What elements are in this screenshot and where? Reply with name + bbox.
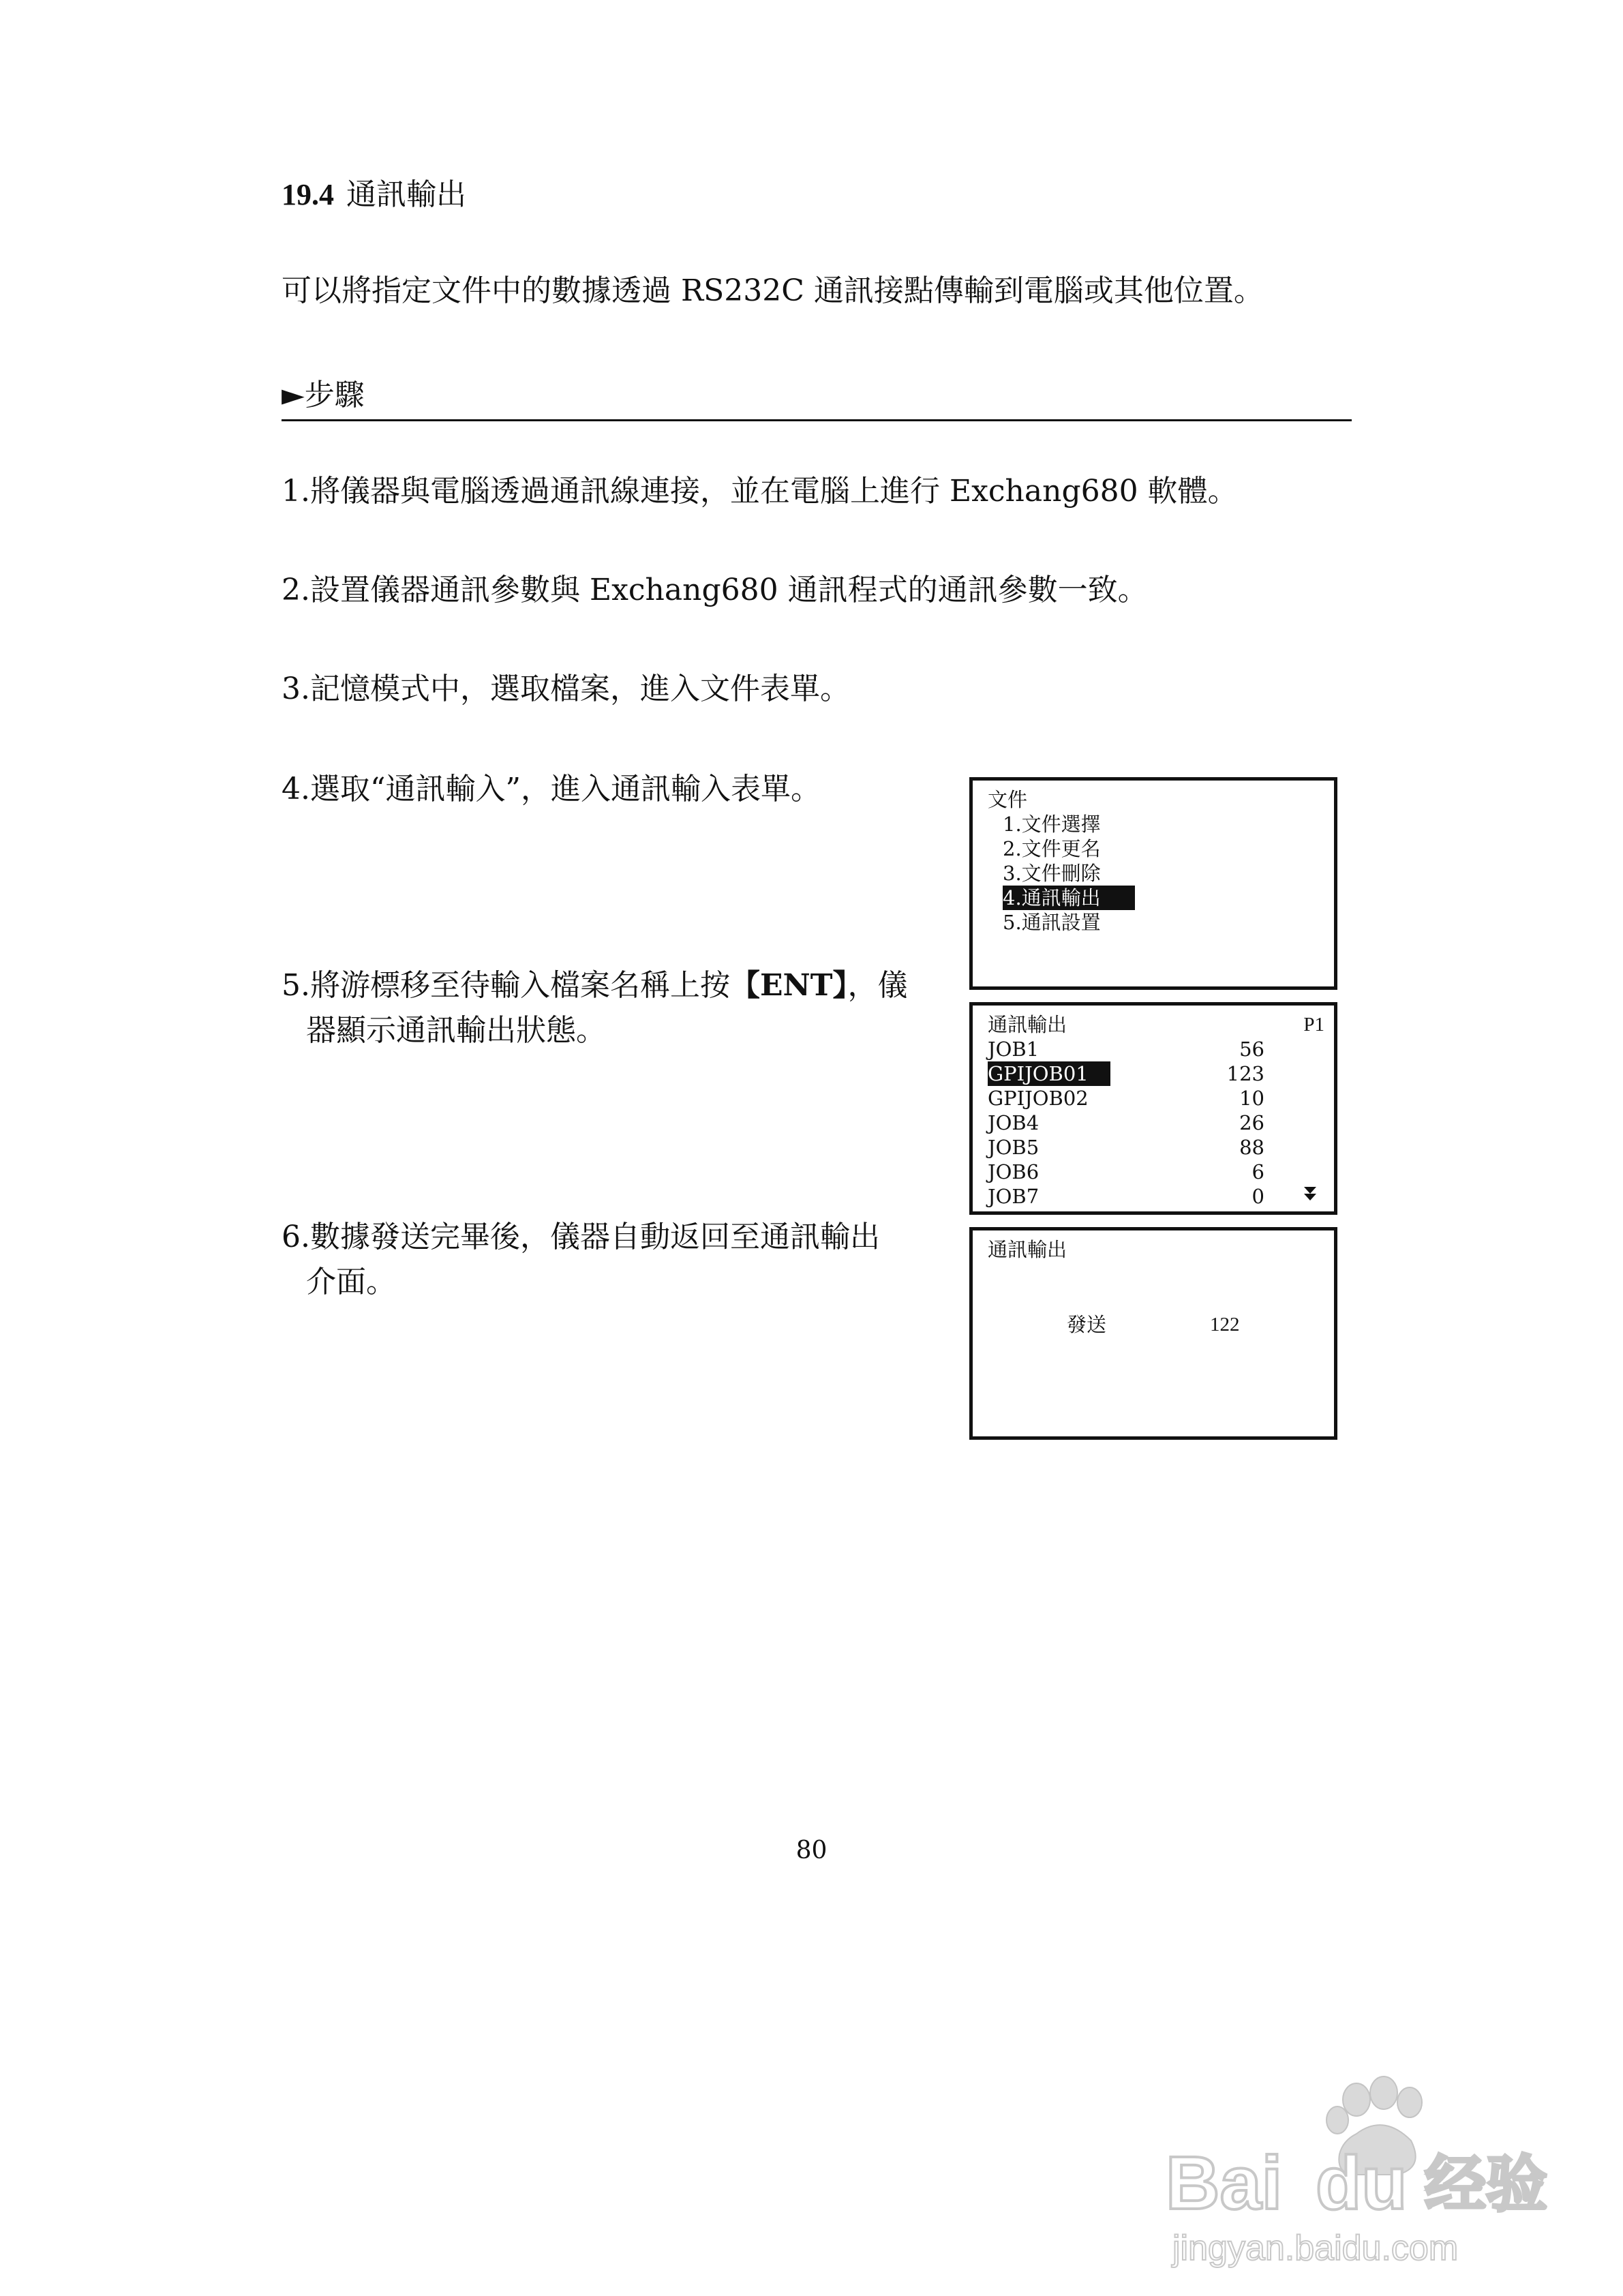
job-row-name[interactable]: JOB1 <box>988 1038 1040 1061</box>
section-number: 19.4 <box>282 178 334 211</box>
svg-text:du: du <box>1316 2141 1408 2225</box>
steps-heading: ►步驟 <box>282 378 365 412</box>
svg-text:Bai: Bai <box>1166 2141 1283 2225</box>
intro-paragraph: 可以將指定文件中的數據透過 RS232C 通訊接點傳輸到電腦或其他位置。 <box>282 273 1264 308</box>
menu-item-file-delete[interactable]: 3.文件刪除 <box>1003 862 1101 885</box>
lcd-file-menu-title: 文件 <box>988 788 1028 811</box>
lcd-comm-output-list <box>969 1002 1337 1215</box>
scroll-down-icon[interactable] <box>1303 1184 1318 1209</box>
menu-item-file-select[interactable]: 1.文件選擇 <box>1003 813 1101 836</box>
job-row-count: 10 <box>1239 1087 1264 1110</box>
job-row-count: 26 <box>1239 1111 1264 1134</box>
sending-count: 122 <box>1210 1314 1240 1335</box>
step-4-text: 4.選取“通訊輸入”，進入通訊輸入表單。 <box>282 772 821 806</box>
job-row-name[interactable]: GPIJOB02 <box>988 1087 1089 1110</box>
menu-item-file-rename[interactable]: 2.文件更名 <box>1003 837 1101 860</box>
lcd-list-title: 通訊輸出 <box>988 1013 1067 1036</box>
job-row-count: 56 <box>1239 1038 1264 1061</box>
baidu-watermark-logo <box>1152 2072 1575 2277</box>
step-1 <box>282 469 1238 514</box>
job-row-name[interactable]: JOB7 <box>988 1185 1040 1208</box>
job-row-name-selected[interactable]: GPIJOB01 <box>988 1061 1110 1086</box>
step-5-text-pre: 5.將游標移至待輸入檔案名稱上按 <box>282 968 730 1003</box>
lcd-sending-status <box>969 1227 1337 1440</box>
page-number: 80 <box>795 1837 828 1864</box>
step-6 <box>282 1215 880 1305</box>
step-3 <box>282 667 850 712</box>
svg-text:jingyan.baidu.com: jingyan.baidu.com <box>1172 2229 1459 2268</box>
job-row-name[interactable]: JOB6 <box>988 1160 1040 1183</box>
section-title-text: 通訊輸出 <box>346 177 466 212</box>
step-4 <box>282 767 821 812</box>
page-indicator: P1 <box>1303 1014 1324 1036</box>
menu-item-comm-settings[interactable]: 5.通訊設置 <box>1003 911 1101 934</box>
svg-text:经验: 经验 <box>1425 2149 1547 2220</box>
step-5 <box>282 963 907 1053</box>
sending-label: 發送 <box>1067 1313 1107 1336</box>
step-5-text-post: ，儀 <box>847 968 908 1003</box>
job-row-count: 0 <box>1252 1185 1264 1208</box>
ent-key-label: 【ENT】 <box>729 968 848 1003</box>
lcd-file-menu <box>969 777 1337 990</box>
lcd-status-title: 通訊輸出 <box>988 1238 1067 1261</box>
step-2-text: 2.設置儀器通訊參數與 Exchang680 通訊程式的通訊參數一致。 <box>282 573 1148 607</box>
section-title <box>282 175 466 215</box>
step-6-text-line2: 介面。 <box>306 1265 396 1299</box>
steps-divider <box>282 419 1352 421</box>
step-2 <box>282 568 1148 613</box>
job-row-name[interactable]: JOB4 <box>988 1111 1040 1134</box>
step-5-text-line2: 器顯示通訊輸出狀態。 <box>306 1013 606 1048</box>
job-row-count: 123 <box>1226 1062 1264 1085</box>
job-row-count: 88 <box>1239 1136 1264 1159</box>
step-1-text: 1.將儀器與電腦透過通訊線連接，並在電腦上進行 Exchang680 軟體。 <box>282 474 1238 509</box>
job-row-count: 6 <box>1252 1160 1264 1183</box>
step-3-text: 3.記憶模式中，選取檔案，進入文件表單。 <box>282 671 850 706</box>
job-row-name[interactable]: JOB5 <box>988 1136 1040 1159</box>
menu-item-comm-output[interactable]: 4.通訊輸出 <box>1003 886 1135 910</box>
step-6-text: 6.數據發送完畢後，儀器自動返回至通訊輸出 <box>282 1220 880 1254</box>
